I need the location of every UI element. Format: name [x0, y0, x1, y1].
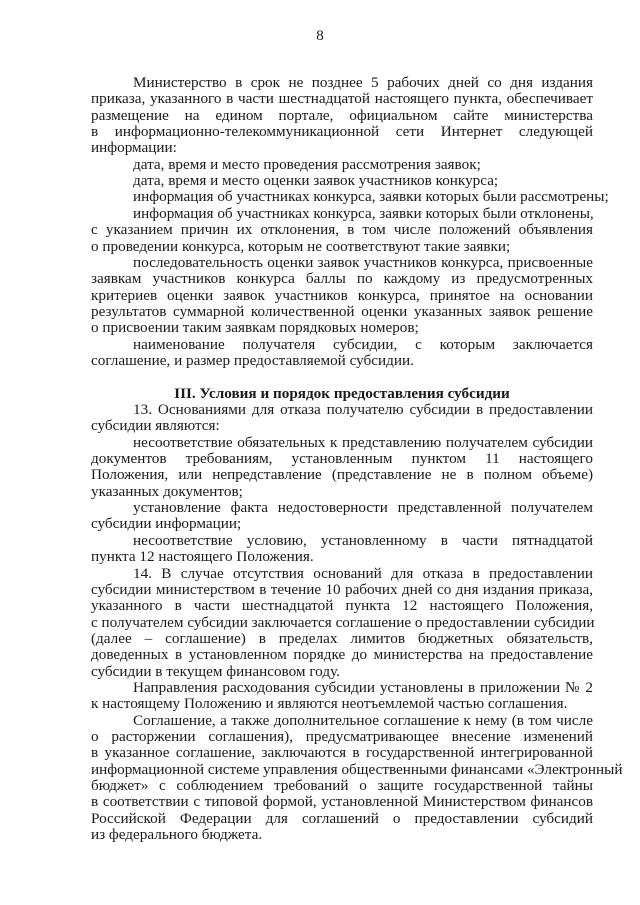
text-line: в указанное соглашение, заключаются в государственной интегрированной — [91, 744, 593, 762]
text-line: информация об участниках конкурса, заявки которых были рассмотрены; — [133, 188, 609, 206]
text-line: Положения, или непредставление (представление не в полном объеме) — [91, 466, 593, 484]
text-line: о расторжении соглашения), предусматривающее внесение изменений — [91, 728, 593, 745]
text-line: к настоящему Положению и являются неотъемлемой частью соглашения. — [91, 695, 568, 713]
text-line: бюджет» с соблюдением требований о защите государственной тайны — [91, 777, 593, 795]
text-line: наименование получателя субсидии, с которым заключается — [133, 335, 593, 353]
text-line: информации: — [91, 139, 177, 157]
text-line: о проведении конкурса, которым не соответствуют такие заявки; — [91, 237, 511, 255]
page-number: 8 — [316, 28, 324, 44]
text-line: субсидии информации; — [91, 515, 242, 533]
text-line: 13. Основаниями для отказа получателю субсидии в предоставлении — [133, 401, 593, 418]
text-line: доведенных в установленном порядке до министерства на предоставление — [91, 646, 593, 664]
text-line: последовательность оценки заявок участников конкурса, присвоенные — [133, 253, 593, 271]
text-line: критериев оценки заявок участников конкурса, принятое на основании — [91, 286, 593, 304]
text-line: Министерство в срок не позднее 5 рабочих дней со дня издания — [133, 74, 593, 91]
section-heading: III. Условия и порядок предоставления субсидии — [174, 384, 510, 402]
text-line: пункта 12 настоящего Положения. — [91, 548, 314, 566]
text-line: несоответствие обязательных к представлению получателем субсидии — [133, 433, 593, 451]
text-line: с получателем субсидии заключается соглашение о предоставлении субсидии — [91, 613, 595, 631]
text-line: информация об участниках конкурса, заявки которых были отклонены, — [133, 204, 594, 222]
text-line: соглашение, и размер предоставляемой субсидии. — [91, 351, 414, 369]
text-line: заявкам участников конкурса баллы по каждому из предусмотренных — [91, 270, 593, 288]
text-line: размещение на едином портале, официальном сайте министерства — [91, 106, 593, 124]
text-line: документов требованиям, установленным пунктом 11 настоящего — [91, 450, 593, 468]
text-line: информационной системе управления общественными финансами «Электронный — [91, 760, 623, 778]
text-line: указанного в части шестнадцатой пункта 12 настоящего Положения, — [91, 597, 593, 615]
text-line: результатов суммарной количественной оценки указанных заявок решение — [91, 302, 593, 320]
text-line: Направления расходования субсидии установлены в приложении № 2 — [133, 678, 593, 696]
text-line: дата, время и место оценки заявок участников конкурса; — [133, 172, 499, 190]
text-line: (далее – соглашение) в пределах лимитов бюджетных обязательств, — [91, 629, 593, 647]
text-line: дата, время и место проведения рассмотрения заявок; — [133, 155, 481, 173]
text-line: 14. В случае отсутствия оснований для отказа в предоставлении — [133, 564, 593, 582]
text-line: субсидии в текущем финансовом году. — [91, 662, 340, 680]
text-line: из федерального бюджета. — [91, 826, 263, 844]
text-line: с указанием причин их отклонения, в том числе положений объявления — [91, 221, 593, 239]
text-line: Российской Федерации для соглашений о предоставлении субсидий — [91, 809, 593, 827]
text-line: несоответствие условию, установленному в части пятнадцатой — [133, 531, 593, 549]
text-line: о присвоении таким заявкам порядковых номеров; — [91, 319, 419, 337]
text-line: в информационно-телекоммуникационной сети Интернет следующей — [91, 123, 593, 141]
text-line: Соглашение, а также дополнительное соглашение к нему (в том числе — [133, 711, 593, 729]
text-line: установление факта недостоверности представленной получателем — [133, 499, 593, 517]
text-line: субсидии министерством в течение 10 рабочих дней со дня издания приказа, — [91, 580, 593, 598]
text-line: указанных документов; — [91, 482, 243, 500]
text-line: в соответствии с типовой формой, установленной Министерством финансов — [91, 793, 593, 811]
text-line: приказа, указанного в части шестнадцатой настоящего пункта, обеспечивает — [91, 90, 593, 108]
text-line: субсидии являются: — [91, 417, 220, 435]
